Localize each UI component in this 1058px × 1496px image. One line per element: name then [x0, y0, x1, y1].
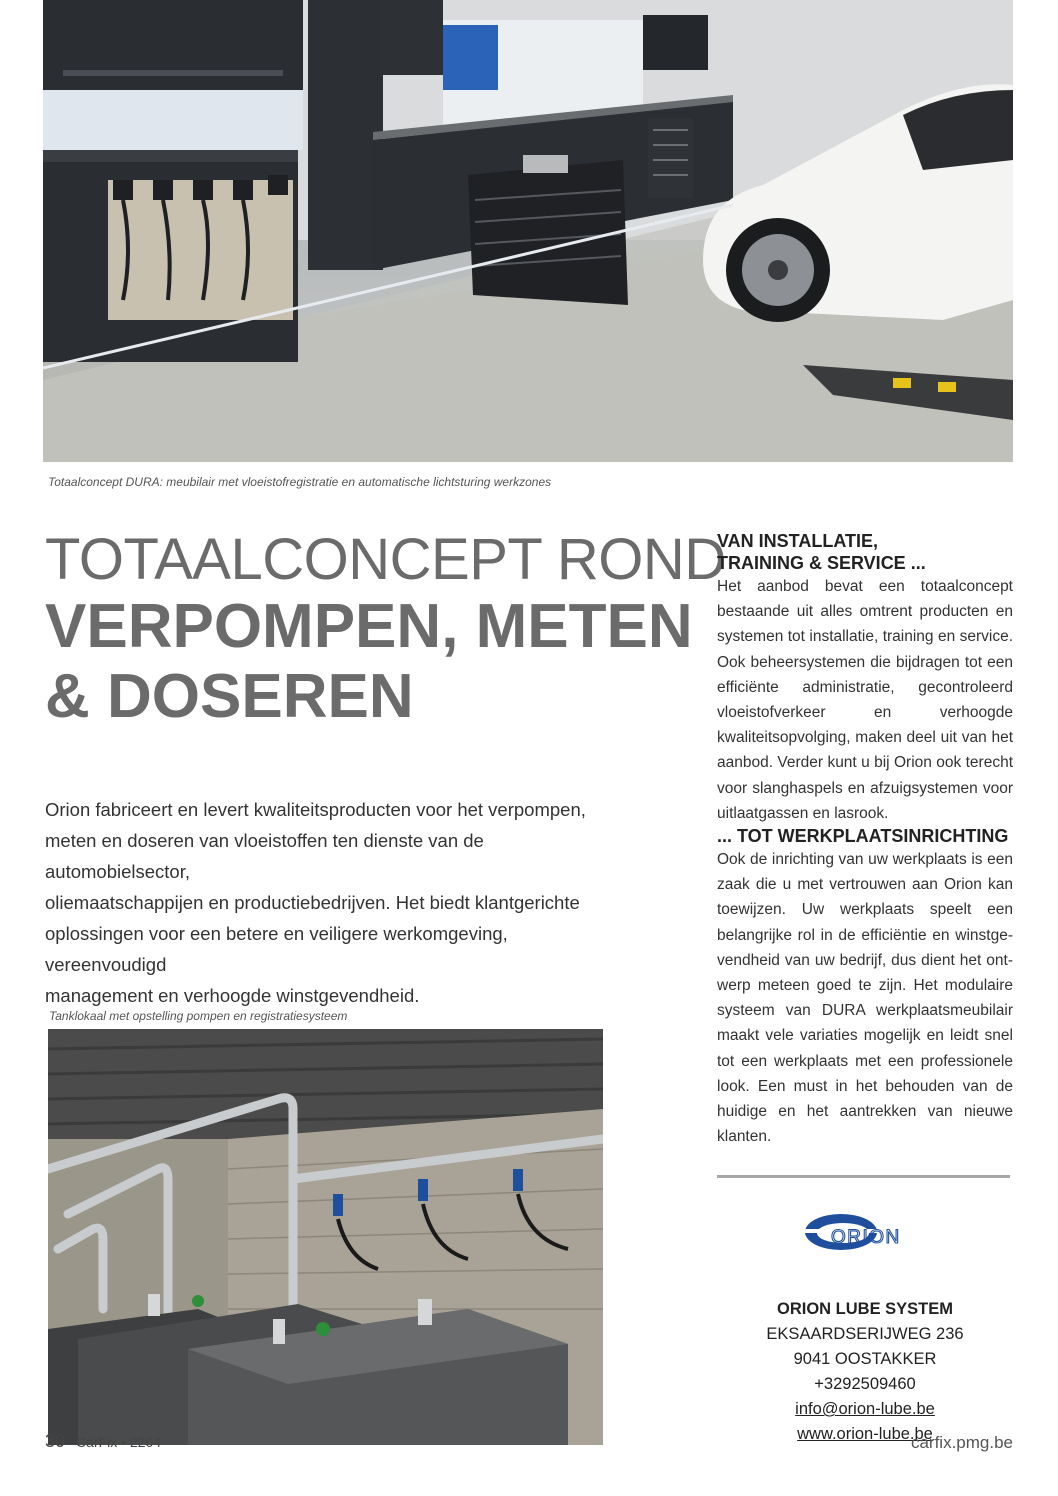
contact-block: [717, 1297, 1013, 1447]
site-url: carfix.pmg.be: [910, 1433, 1013, 1452]
article-title-line3: & DOSEREN: [45, 662, 414, 731]
page-footer-left: [45, 1431, 161, 1452]
article-title-line1: TOTAALCONCEPT ROND: [45, 527, 726, 592]
section1-body: Het aanbod bevat een totaalconcept bestaande uit alles omtrent producten en systemen tot installatie, training en service. Ook beheersystemen die bijdragen tot een efficiënte administratie, gecontroleerd vloeistofverkeer en verhoogde kwaliteitsopvolging, maken deel uit van het aanbod. Verder kunt u bij Orion ook terecht voor slanghaspels en afzuigsystemen voor uitlaatgassen en lasrook.: [717, 578, 1013, 822]
contact-email-link[interactable]: info@orion-lube.be: [795, 1400, 935, 1418]
contact-street: EKSAARDSERIJWEG 236: [766, 1325, 964, 1343]
section-werkplaats: [717, 825, 1013, 1149]
article-title-line2: VERPOMPEN, METEN: [45, 592, 693, 661]
tank-room-photo: [48, 1029, 603, 1445]
bottom-photo-caption: Tanklokaal met opstelling pompen en registratiesysteem: [49, 1009, 348, 1023]
section2-heading: ... TOT WERKPLAATSINRICHTING: [717, 826, 1009, 846]
svg-text:ORION: ORION: [831, 1227, 901, 1248]
contact-phone: +3292509460: [814, 1375, 916, 1393]
publication-label: CarFix • 2204: [76, 1434, 162, 1450]
garage-photo: [43, 0, 1013, 462]
section-installatie: [717, 530, 1013, 826]
contact-city: 9041 OOSTAKKER: [793, 1350, 937, 1368]
intro-line: meten en doseren van vloeistoffen ten dienste van de automobielsector,: [45, 830, 484, 882]
orion-logo: [803, 1210, 933, 1258]
intro-line: Orion fabriceert en levert kwaliteitsproducten voor het verpompen,: [45, 799, 586, 820]
contact-website-link[interactable]: www.orion-lube.be: [797, 1425, 933, 1443]
intro-line: oplossingen voor een betere en veiligere werkomgeving, vereenvoudigd: [45, 923, 508, 975]
section2-body: Ook de inrichting van uw werkplaats is een zaak die u met vertrouwen aan Orion kan toewijzen. Uw werkplaats speelt een belangrijke rol in de efficiëntie en winstgevendheid van uw bedrijf, dus dient het ontwerp meteen goed te zijn. Het modulaire systeem van DURA werkplaatsmeubilair maakt vele variaties mogelijk en leidt snel tot een werkplaats met een professionele look. Een must in het behouden van de huidige en het aantrekken van nieuwe klanten.: [717, 851, 1013, 1146]
top-photo-caption: Totaalconcept DURA: meubilair met vloeistofregistratie en automatische lichtsturing werkzones: [48, 475, 552, 489]
intro-line: management en verhoogde winstgevendheid.: [45, 985, 420, 1006]
section1-heading-line1: VAN INSTALLATIE,: [717, 531, 878, 551]
article-intro: [45, 794, 605, 1011]
page-number: 30: [45, 1431, 66, 1451]
section1-heading-line2: TRAINING & SERVICE ...: [717, 553, 926, 573]
intro-line: oliemaatschappijen en productiebedrijven. Het biedt klantgerichte: [45, 892, 580, 913]
contact-company: ORION LUBE SYSTEM: [776, 1300, 953, 1318]
divider: [717, 1175, 1010, 1178]
